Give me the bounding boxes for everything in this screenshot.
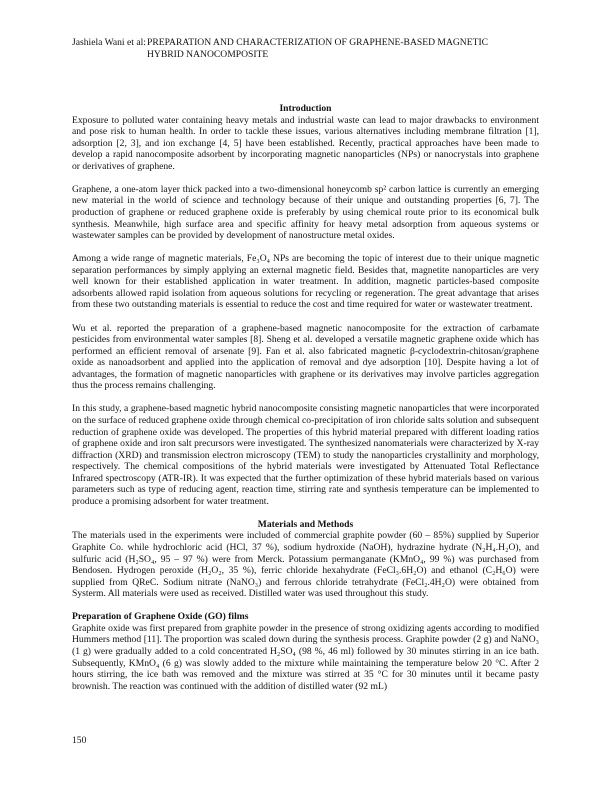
header-authors: Jashiela Wani et al: bbox=[72, 37, 146, 48]
article-body bbox=[72, 103, 539, 704]
go-films-paragraph: Graphite oxide was first prepared from graphite powder in the presence of strong oxidizing agents according to modified Hummers method [11]. The proportion was scaled down during the synthesis process. Graphite powder (2 g) and NaNO₃ (1 g) were gradually added to a cold concentrated H₂SO₄ (98 %, 46 ml) followed by 30 minutes stirring in an ice bath. Subsequently, KMnO₄ (6 g) was slowly added to the mixture while maintaining the temperature below 20 °C. After 2 hours stirring, the ice bath was removed and the mixture was stirred at 35 °C for 30 minutes until it became pasty brownish. The reaction was continued with the addition of distilled water (92 mL) bbox=[72, 622, 539, 692]
intro-paragraph-1: Exposure to polluted water containing heavy metals and industrial waste can lead to major drawbacks to environment and pose risk to human health. In order to tackle these issues, various alternatives including membrane filtration [1], adsorption [2, 3], and ion exchange [4, 5] have been established. Recently, practical approaches have been made to develop a rapid nanocomposite adsorbent by incorporating magnetic nanoparticles (NPs) or nanocrystals into graphene or derivatives of graphene. bbox=[72, 114, 539, 172]
intro-paragraph-3: Among a wide range of magnetic materials, Fe₃O₄ NPs are becoming the topic of interest due to their unique magnetic separation performances by simply applying an external magnetic field. Besides that, magnetite nanoparticles are very well known for their established application in water treatment. In addition, magnetic particles-based composite adsorbents allowed rapid isolation from aqueous solutions for recycling or regeneration. The great advantage that arises from these two outstanding materials is essential to reduce the cost and time required for water or wastewater treatment. bbox=[72, 253, 539, 311]
header-title-line-2: HYBRID NANOCOMPOSITE bbox=[147, 48, 269, 60]
methods-heading: Materials and Methods bbox=[257, 518, 354, 530]
intro-paragraph-5: In this study, a graphene-based magnetic hybrid nanocomposite consisting magnetic nanoparticles that were incorporated on the surface of reduced graphene oxide through chemical co-precipitation of iron chloride salts solution and subsequent reduction of graphene oxide was developed. The properties of this hybrid material prepared with different loading ratios of graphene oxide and iron salt precursors were investigated. The synthesized nanomaterials were characterized by X-ray diffraction (XRD) and transmission electron microscopy (TEM) to study the nanoparticles crystallinity and morphology, respectively. The chemical compositions of the hybrid materials were investigated by Attenuated Total Reflectance Infrared spectroscopy (ATR-IR). It was expected that the further optimization of these hybrid materials based on various parameters such as type of reducing agent, reaction time, stirring rate and synthesis temperature can be implemented to produce a promising adsorbent for water treatment. bbox=[72, 403, 539, 507]
intro-paragraph-4: Wu et al. reported the preparation of a graphene-based magnetic nanocomposite for the extraction of carbamate pesticides from environmental water samples [8]. Sheng et al. developed a versatile magnetic graphene oxide which has performed an efficient removal of arsenate [9]. Fan et al. also fabricated magnetic β-cyclodextrin-chitosan/graphene oxide as nanoadsorbent and applied into the application of removal and dye adsorption [10]. Despite having a lot of advantages, the formation of magnetic nanoparticles with graphene or its derivatives may involve particles aggregation thus the process remains challenging. bbox=[72, 322, 539, 392]
header-title bbox=[147, 37, 552, 60]
introduction-heading: Introduction bbox=[279, 103, 332, 114]
running-header bbox=[72, 37, 552, 60]
go-films-subheading: Preparation of Graphene Oxide (GO) films bbox=[72, 611, 249, 623]
methods-paragraph: The materials used in the experiments were included of commercial graphite powder (60 – 85%) supplied by Superior Graphite Co. while hydrochloric acid (HCl, 37 %), sodium hydroxide (NaOH), hydrazine hydrate (N₂H₄.H₂O), and sulfuric acid (H₂SO₄, 95 – 97 %) were from Merck. Potassium permanganate (KMnO₄, 99 %) was purchased from Bendosen. Hydrogen peroxide (H₂O₂, 35 %), ferric chloride hexahydrate (FeCl₃.6H₂O) and ethanol (C₂H₆O) were supplied from QReC. Sodium nitrate (NaNO₃) and ferrous chloride tetrahydrate (FeCl₂.4H₂O) were obtained from Systerm. All materials were used as received. Distilled water was used throughout this study. bbox=[72, 530, 539, 600]
intro-paragraph-2: Graphene, a one-atom layer thick packed into a two-dimensional honeycomb sp² carbon lattice is currently an emerging new material in the world of science and technology because of their unique and outstanding properties [6, 7]. The production of graphene or reduced graphene oxide is preferably by using chemical route prior to its economical bulk synthesis. Meanwhile, high surface area and specific affinity for heavy metal adsorption from aqueous systems or wastewater samples can be provided by development of nanostructure metal oxides. bbox=[72, 183, 539, 242]
page-number: 150 bbox=[72, 735, 87, 746]
header-title-line-1: PREPARATION AND CHARACTERIZATION OF GRAPHENE-BASED MAGNETIC bbox=[147, 37, 489, 48]
